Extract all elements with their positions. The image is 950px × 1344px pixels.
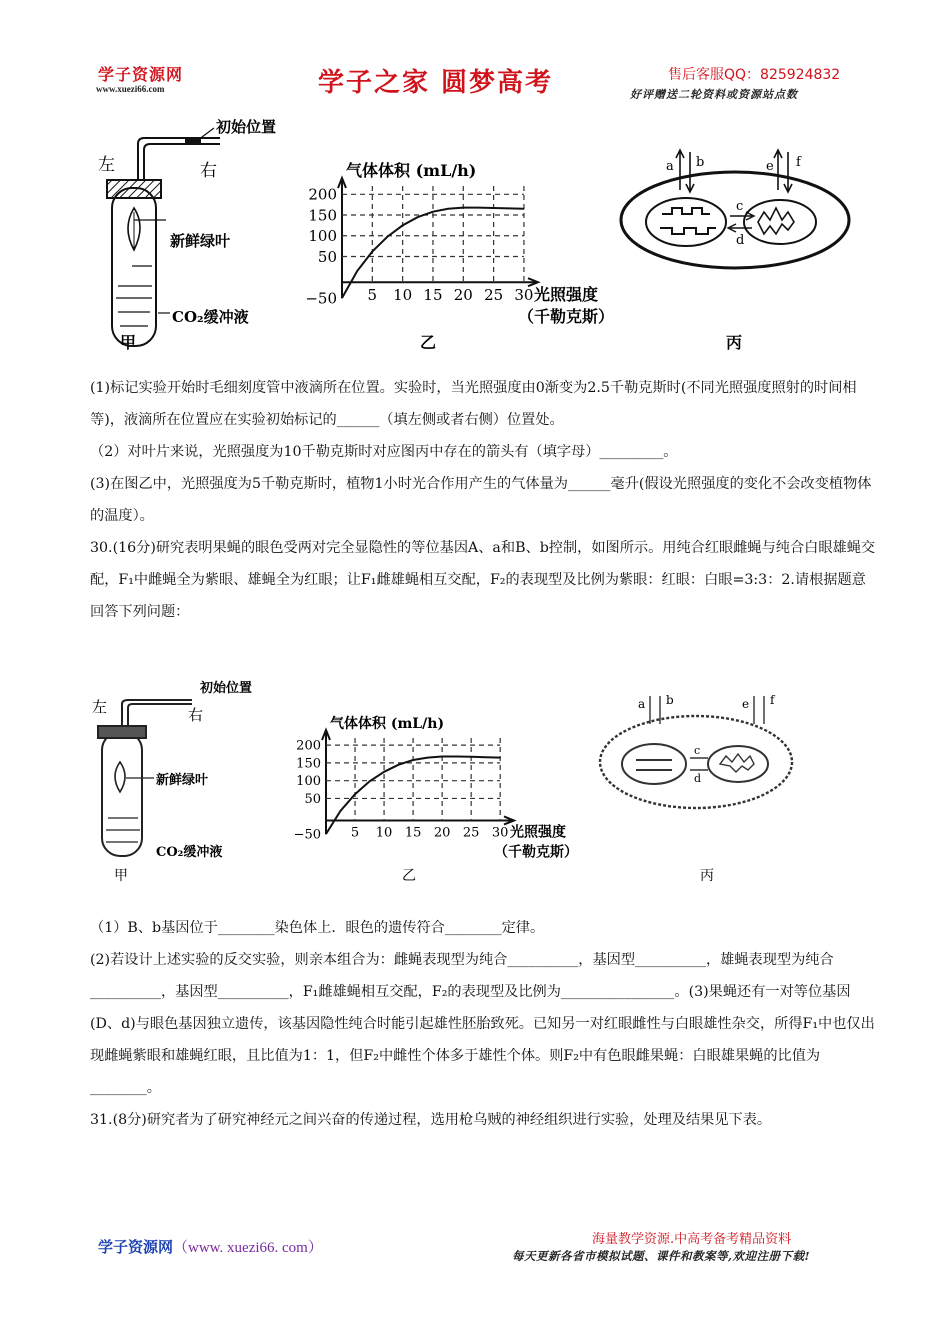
chart2-y-tick-0: −50	[293, 827, 321, 843]
bing2-label-f: f	[770, 693, 775, 707]
mitochondrion	[744, 200, 816, 244]
chart2-y-tick-1: 50	[304, 791, 321, 807]
chart1-point-9	[478, 207, 479, 208]
chart2-x-tick-0: 5	[350, 825, 360, 841]
question-30-block	[90, 912, 880, 1136]
figure-1	[90, 108, 880, 358]
jia2-leaf-label: 新鲜绿叶	[156, 773, 209, 788]
header-title: 学子之家 圆梦高考	[318, 68, 554, 98]
jia2-caption: 甲	[114, 868, 128, 884]
bing-label-a: a	[666, 159, 674, 174]
chart1-point-8	[463, 207, 464, 208]
chart1-point-2	[372, 251, 373, 252]
chart1-x-label-unit: （千勒克斯）	[518, 307, 615, 327]
chart2-point-9	[456, 756, 457, 757]
jia-right-label: 右	[200, 161, 217, 181]
question-30-2: (2)若设计上述实验的反交实验，则亲本组合为：雌蝇表现型为纯合__________，基因型__________，雄蝇表现型为纯合__________，基因型__________，F₁雌雄蝇相互交配，F₂的表现型及比例为________________。(3)果蝇还有一对等位基因(D、d)与眼色基因独立遗传，该基因隐性纯合时能引起雄性胚胎致死。已知另一对红眼雌性与白眼雄性杂交，所得F₁中也仅出现雌蝇紫眼和雄蝇红眼，且比值为1：1，但F₂中雌性个体多于雄性个体。则F₂中有色眼雌果蝇：白眼雄果蝇的比值为________。	[90, 952, 875, 1096]
footer-notice: 每天更新各省市模拟试题、课件和教案等,欢迎注册下载!	[512, 1249, 811, 1263]
chart2-point-6	[412, 759, 413, 760]
bing-label-f: f	[796, 155, 801, 170]
chart1-point-10	[493, 207, 494, 208]
chart1-point-6	[432, 211, 433, 212]
jia-leaf-label: 新鲜绿叶	[170, 232, 231, 250]
chart2-point-8	[442, 756, 443, 757]
chart2-point-12	[500, 757, 501, 758]
bing-label-c: c	[736, 199, 744, 214]
chart2-x-tick-2: 15	[404, 825, 422, 841]
chart2-point-1	[340, 810, 341, 811]
chart1-point-0	[341, 297, 342, 298]
chart2-y-tick-2: 100	[296, 774, 321, 790]
chart1-y-tick-4: 200	[308, 185, 337, 204]
figure-2	[90, 680, 880, 890]
jia-left-label: 左	[98, 155, 115, 175]
bing2-caption: 丙	[700, 868, 714, 884]
jia-buffer-label: CO₂缓冲液	[172, 308, 249, 326]
cell-diagram-bing	[621, 150, 849, 268]
question-29-3: (3)在图乙中，光照强度为5千勒克斯时，植物1小时光合作用产生的气体量为______毫升(假设光照强度的变化不会改变植物体的温度）。	[90, 476, 872, 524]
chart1-y-tick-1: 50	[317, 247, 337, 266]
question-29-block	[90, 372, 880, 628]
chart-yi	[305, 161, 614, 326]
yi2-caption: 乙	[402, 868, 416, 884]
chart2-point-4	[383, 771, 384, 772]
customer-service-qq: 售后客服QQ：825924832	[668, 67, 841, 83]
footer-brand[interactable]: 学子资源网	[98, 1238, 174, 1256]
chart2-point-0	[325, 833, 326, 834]
question-29-1: (1)标记实验开始时毛细刻度管中液滴所在位置。实验时，当光照强度由0渐变为2.5千勒克斯时(不同光照强度照射的时间相等)，液滴所在位置应在实验初始标记的______（填左侧或者右侧）位置处。	[90, 380, 857, 428]
chart1-y-tick-0: −50	[305, 289, 337, 308]
chart2-x-label: 光照强度	[510, 824, 566, 841]
chart1-title: 气体体积 (mL/h)	[346, 161, 477, 180]
chart1-x-tick-2: 15	[423, 286, 443, 305]
bing-label-d: d	[736, 233, 745, 248]
bing-label-e: e	[766, 159, 774, 174]
question-30-intro: 30.(16分)研究表明果蝇的眼色受两对完全显隐性的等位基因A、a和B、b控制，如图所示。用纯合红眼雌蝇与纯合白眼雄蝇交配，F₁中雌蝇全为紫眼、雄蝇全为红眼；让F₁雌雄蝇相互交配，F₂的表现型及比例为紫眼：红眼：白眼=3:3：2.请根据题意回答下列问题：	[90, 540, 876, 620]
chart1-point-3	[387, 236, 388, 237]
question-31-intro: 31.(8分)研究者为了研究神经元之间兴奋的传递过程，选用枪乌贼的神经组织进行实验，处理及结果见下表。	[90, 1112, 772, 1128]
question-29-2: （2）对叶片来说，光照强度为10千勒克斯时对应图丙中存在的箭头有（填字母）_________。	[90, 444, 678, 460]
chart2-x-tick-4: 25	[462, 825, 480, 841]
chloroplast	[646, 198, 726, 246]
chart1-point-11	[508, 208, 509, 209]
chart2-title: 气体体积 (mL/h)	[330, 716, 445, 732]
chart1-point-12	[523, 208, 524, 209]
chart1-point-7	[448, 208, 449, 209]
chart2-y-tick-3: 150	[296, 756, 321, 772]
chart1-x-tick-5: 30	[514, 286, 534, 305]
chart2-point-2	[354, 794, 355, 795]
chart2-x-label-unit: （千勒克斯）	[494, 844, 578, 861]
question-30-1: （1）B、b基因位于________染色体上．眼色的遗传符合________定律。	[90, 920, 545, 936]
chart1-y-tick-2: 100	[308, 227, 337, 246]
chart2-point-5	[398, 764, 399, 765]
jia-caption: 甲	[120, 333, 137, 352]
jia-initial-label: 初始位置	[216, 118, 277, 136]
bing2-label-e: e	[742, 697, 750, 711]
bing2-label-d: d	[694, 772, 702, 785]
bing2-label-c: c	[694, 744, 701, 757]
footer-url[interactable]: （www. xuezi66. com）	[173, 1240, 323, 1256]
yi-caption: 乙	[420, 333, 437, 352]
jia2-initial-label: 初始位置	[200, 681, 253, 696]
chart1-x-tick-1: 10	[393, 286, 413, 305]
site-url[interactable]: www.xuezi66.com	[96, 84, 165, 94]
chart1-x-tick-4: 25	[484, 286, 504, 305]
bing2-label-b: b	[666, 693, 674, 707]
chart2-x-tick-1: 10	[375, 825, 393, 841]
site-logo[interactable]: 学子资源网	[98, 65, 184, 84]
chart1-point-5	[417, 217, 418, 218]
header-promo: 好评赠送二轮资料或资源站点数	[630, 88, 798, 101]
bing-caption: 丙	[726, 333, 743, 352]
chart2-point-10	[471, 756, 472, 757]
chart1-x-label: 光照强度	[534, 285, 599, 305]
jia2-left-label: 左	[92, 698, 108, 716]
bing2-label-a: a	[638, 697, 646, 711]
chart2-y-tick-4: 200	[296, 738, 321, 754]
chart1-x-tick-3: 20	[453, 286, 473, 305]
chart2-point-7	[427, 757, 428, 758]
chart2-x-tick-5: 30	[491, 825, 509, 841]
chart-yi-2	[294, 715, 578, 860]
footer-slogan: 海量教学资源.中高考备考精品资料	[592, 1232, 792, 1247]
bing-label-b: b	[696, 155, 705, 170]
chart1-point-1	[357, 270, 358, 271]
chart2-point-3	[369, 781, 370, 782]
chart1-x-tick-0: 5	[367, 286, 378, 305]
jia2-buffer-label: CO₂缓冲液	[156, 845, 223, 860]
chart1-y-tick-3: 150	[308, 206, 337, 225]
footer-left	[98, 1236, 323, 1257]
chart1-point-4	[402, 225, 403, 226]
chart2-x-tick-3: 20	[433, 825, 451, 841]
jia2-right-label: 右	[188, 706, 204, 724]
chart2-point-11	[485, 757, 486, 758]
